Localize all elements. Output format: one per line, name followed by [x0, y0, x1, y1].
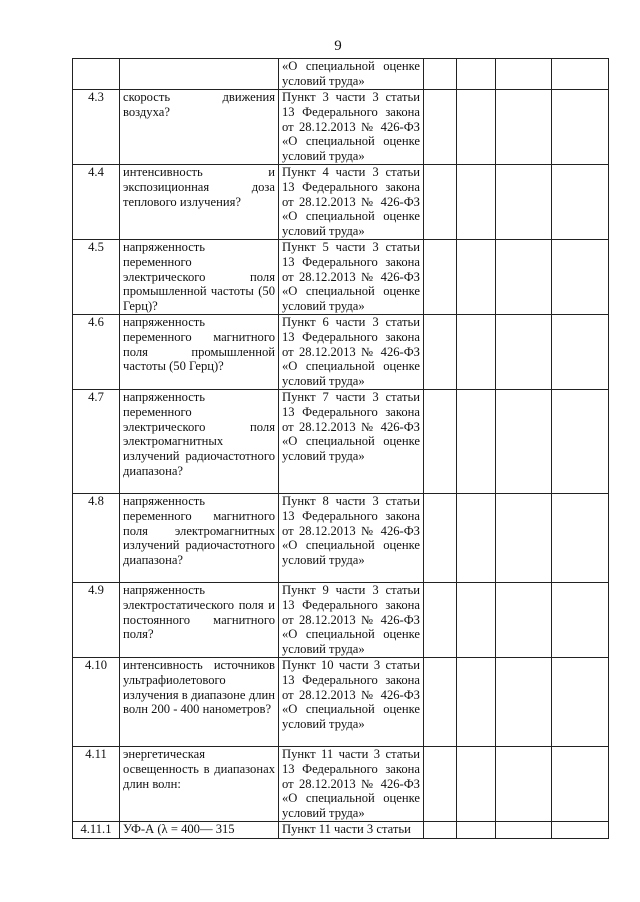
- item-number: 4.6: [73, 314, 120, 389]
- notes-cell: [552, 314, 609, 389]
- answer-yes-cell: [424, 746, 457, 821]
- item-reference: Пункт 6 части 3 статьи 13 Федерального закона от 28.12.2013 № 426-ФЗ «О специальной оценке условий труда»: [279, 314, 424, 389]
- item-reference: Пункт 8 части 3 статьи 13 Федерального закона от 28.12.2013 № 426-ФЗ «О специальной оценке условий труда»: [279, 493, 424, 582]
- table-row: [73, 821, 609, 838]
- answer-no-cell: [457, 164, 496, 239]
- answer-no-cell: [457, 746, 496, 821]
- answer-na-cell: [496, 657, 552, 746]
- item-number: 4.4: [73, 164, 120, 239]
- item-question: энергетическая освещенность в диапазонах длин волн:: [120, 746, 279, 821]
- answer-yes-cell: [424, 493, 457, 582]
- item-reference: Пункт 11 части 3 статьи: [279, 821, 424, 838]
- item-reference: Пункт 3 части 3 статьи 13 Федерального закона от 28.12.2013 № 426-ФЗ «О специальной оценке условий труда»: [279, 90, 424, 165]
- answer-no-cell: [457, 59, 496, 90]
- item-number: 4.3: [73, 90, 120, 165]
- table-row-continuation: [73, 59, 609, 90]
- notes-cell: [552, 389, 609, 493]
- answer-na-cell: [496, 582, 552, 657]
- item-number: 4.8: [73, 493, 120, 582]
- item-number: 4.9: [73, 582, 120, 657]
- answer-na-cell: [496, 59, 552, 90]
- item-reference: «О специальной оценке условий труда»: [279, 59, 424, 90]
- answer-yes-cell: [424, 90, 457, 165]
- page-number: 9: [334, 38, 342, 54]
- item-reference: Пункт 7 части 3 статьи 13 Федерального закона от 28.12.2013 № 426-ФЗ «О специальной оценке условий труда»: [279, 389, 424, 493]
- answer-yes-cell: [424, 657, 457, 746]
- item-question: УФ-А (λ = 400— 315: [120, 821, 279, 838]
- answer-no-cell: [457, 582, 496, 657]
- item-question: скорость движения воздуха?: [120, 90, 279, 165]
- answer-no-cell: [457, 821, 496, 838]
- item-reference: Пункт 4 части 3 статьи 13 Федерального закона от 28.12.2013 № 426-ФЗ «О специальной оценке условий труда»: [279, 164, 424, 239]
- answer-no-cell: [457, 314, 496, 389]
- answer-na-cell: [496, 746, 552, 821]
- notes-cell: [552, 582, 609, 657]
- answer-no-cell: [457, 493, 496, 582]
- answer-yes-cell: [424, 821, 457, 838]
- notes-cell: [552, 746, 609, 821]
- notes-cell: [552, 657, 609, 746]
- item-question: напряженность электростатического поля и постоянного магнитного поля?: [120, 582, 279, 657]
- answer-na-cell: [496, 239, 552, 314]
- answer-no-cell: [457, 90, 496, 165]
- table-row: [73, 582, 609, 657]
- answer-na-cell: [496, 90, 552, 165]
- answer-no-cell: [457, 389, 496, 493]
- item-reference: Пункт 10 части 3 статьи 13 Федерального закона от 28.12.2013 № 426-ФЗ «О специальной оценке условий труда»: [279, 657, 424, 746]
- item-question: напряженность переменного электрического поля электромагнитных излучений радиочастотного диапазона?: [120, 389, 279, 493]
- notes-cell: [552, 239, 609, 314]
- answer-na-cell: [496, 314, 552, 389]
- item-number: 4.10: [73, 657, 120, 746]
- table-row: [73, 493, 609, 582]
- item-question: [120, 59, 279, 90]
- item-number: 4.7: [73, 389, 120, 493]
- item-question: интенсивность источников ультрафиолетового излучения в диапазоне длин волн 200 - 400 нанометров?: [120, 657, 279, 746]
- item-number: 4.5: [73, 239, 120, 314]
- notes-cell: [552, 59, 609, 90]
- item-reference: Пункт 9 части 3 статьи 13 Федерального закона от 28.12.2013 № 426-ФЗ «О специальной оценке условий труда»: [279, 582, 424, 657]
- item-number: [73, 59, 120, 90]
- answer-yes-cell: [424, 314, 457, 389]
- answer-na-cell: [496, 821, 552, 838]
- notes-cell: [552, 821, 609, 838]
- table-row: [73, 164, 609, 239]
- item-reference: Пункт 5 части 3 статьи 13 Федерального закона от 28.12.2013 № 426-ФЗ «О специальной оценке условий труда»: [279, 239, 424, 314]
- answer-yes-cell: [424, 582, 457, 657]
- checklist-table: [72, 58, 609, 839]
- table-row: [73, 90, 609, 165]
- table-row: [73, 657, 609, 746]
- answer-na-cell: [496, 389, 552, 493]
- item-number: 4.11.1: [73, 821, 120, 838]
- answer-yes-cell: [424, 239, 457, 314]
- item-number: 4.11: [73, 746, 120, 821]
- answer-yes-cell: [424, 164, 457, 239]
- item-question: напряженность переменного магнитного поля электромагнитных излучений радиочастотного диапазона?: [120, 493, 279, 582]
- notes-cell: [552, 493, 609, 582]
- table-row: [73, 314, 609, 389]
- table-row: [73, 746, 609, 821]
- notes-cell: [552, 164, 609, 239]
- table-row: [73, 389, 609, 493]
- notes-cell: [552, 90, 609, 165]
- item-question: напряженность переменного электрического поля промышленной частоты (50 Герц)?: [120, 239, 279, 314]
- answer-na-cell: [496, 493, 552, 582]
- answer-na-cell: [496, 164, 552, 239]
- answer-yes-cell: [424, 389, 457, 493]
- item-question: напряженность переменного магнитного поля промышленной частоты (50 Герц)?: [120, 314, 279, 389]
- table-row: [73, 239, 609, 314]
- answer-no-cell: [457, 239, 496, 314]
- item-question: интенсивность и экспозиционная доза теплового излучения?: [120, 164, 279, 239]
- answer-yes-cell: [424, 59, 457, 90]
- item-reference: Пункт 11 части 3 статьи 13 Федерального закона от 28.12.2013 № 426-ФЗ «О специальной оценке условий труда»: [279, 746, 424, 821]
- answer-no-cell: [457, 657, 496, 746]
